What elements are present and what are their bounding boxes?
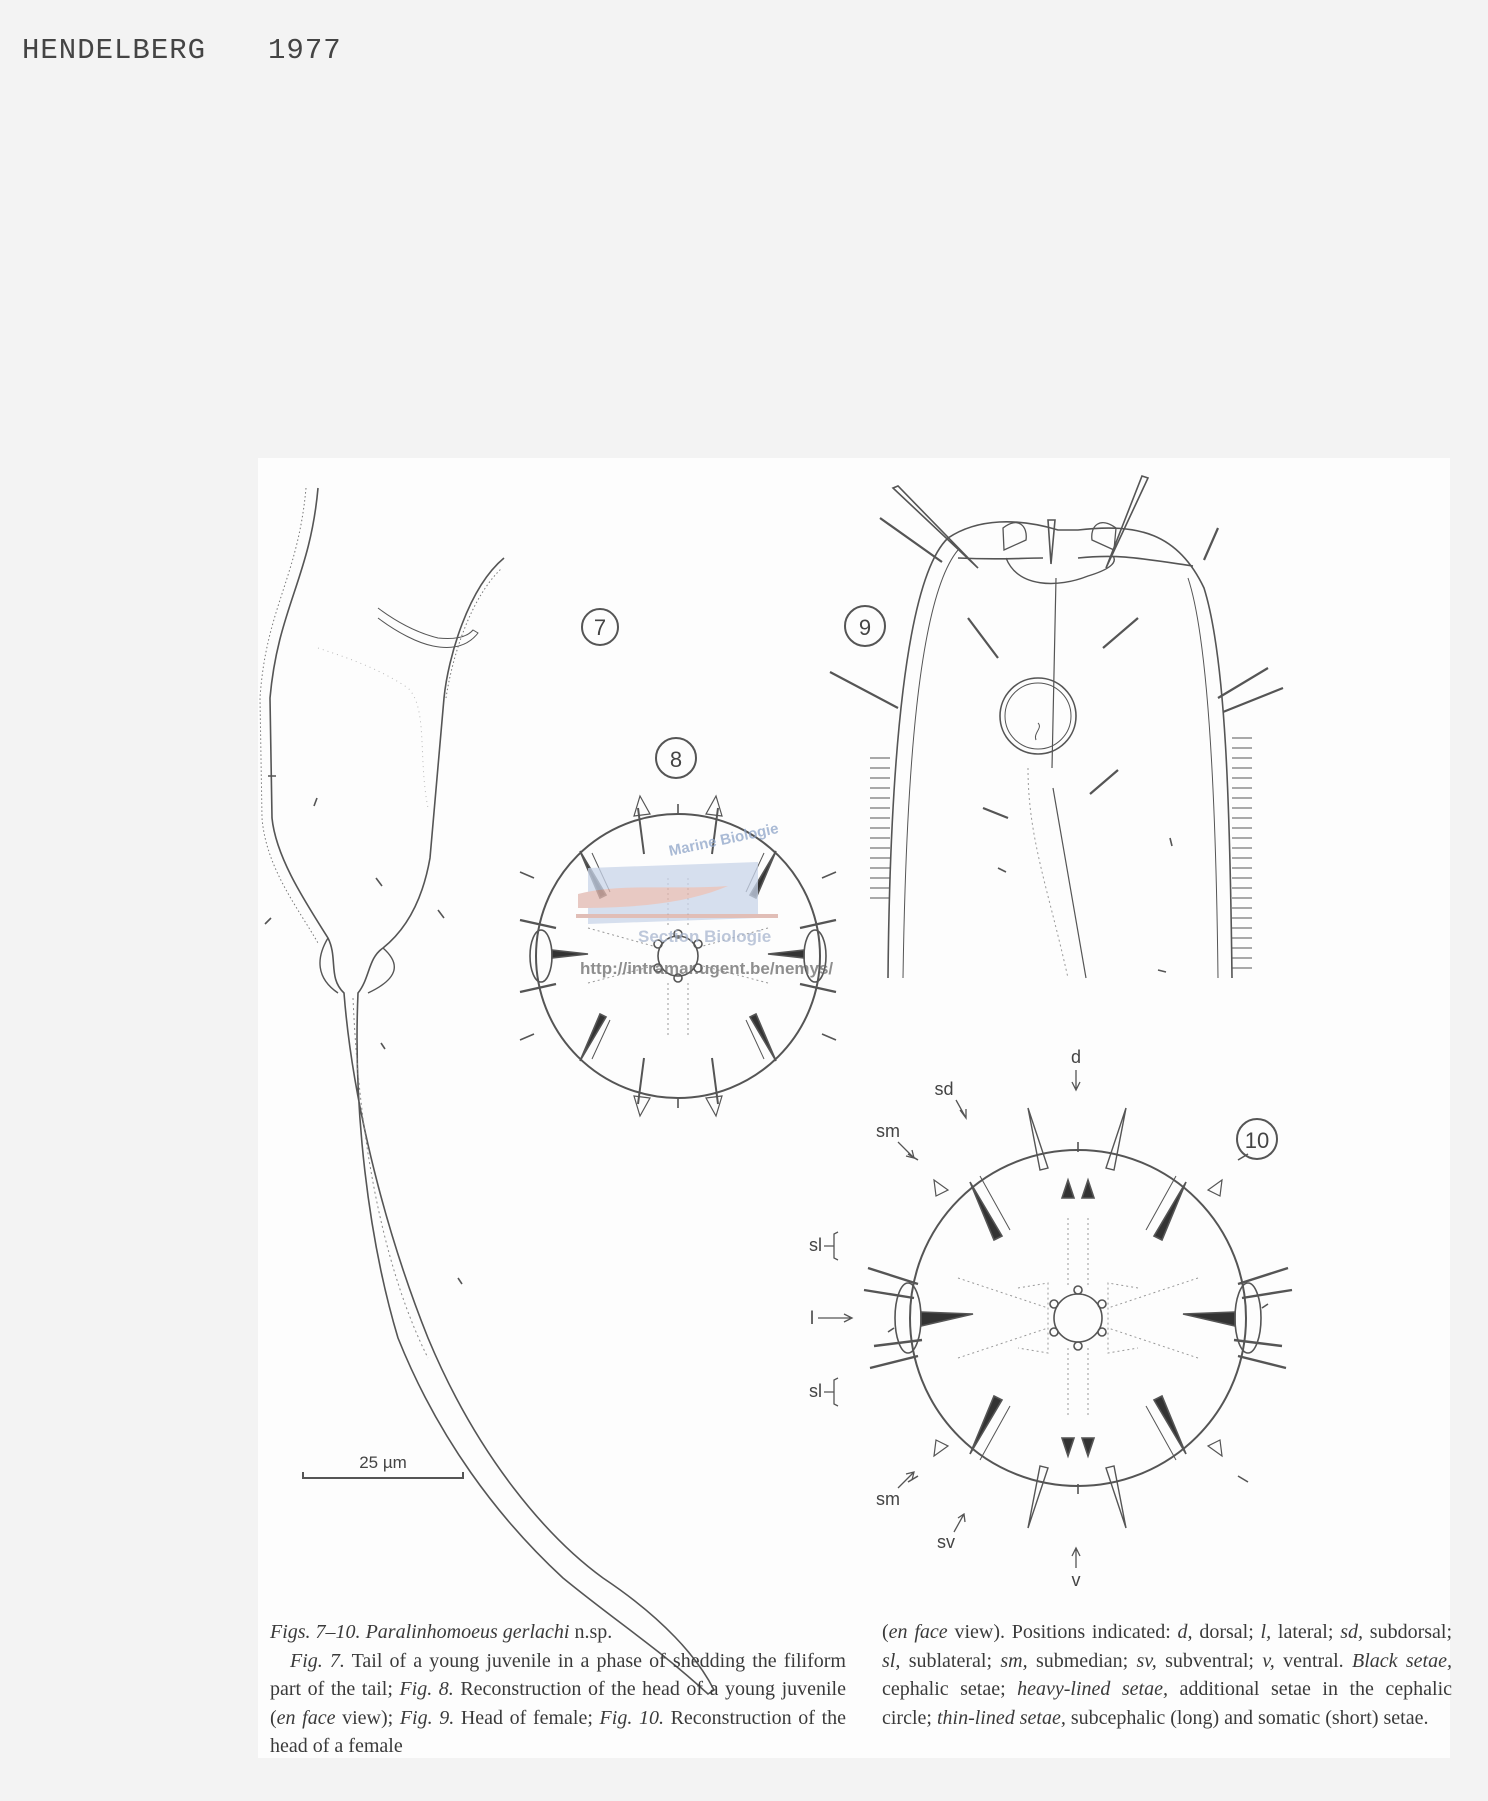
figure-plate	[258, 458, 1453, 1758]
label-d: d	[1070, 1047, 1082, 1067]
svg-text:8: 8	[669, 747, 683, 772]
svg-text:10: 10	[1244, 1128, 1270, 1153]
fig7-tail-drawing	[260, 488, 714, 1694]
fig9-head-drawing	[830, 476, 1283, 978]
caption-right	[882, 1618, 1452, 1732]
label-sd: sd	[934, 1079, 954, 1099]
svg-text:Section Biologie: Section Biologie	[638, 927, 772, 946]
fig10-label	[1237, 1119, 1277, 1159]
label-sl-bottom: sl	[809, 1381, 822, 1401]
label-sm-bottom: sm	[876, 1489, 900, 1509]
svg-text:9: 9	[858, 615, 872, 640]
fig7-label	[582, 609, 618, 645]
svg-text:25 µm: 25 µm	[359, 1453, 407, 1472]
fig8-label	[656, 738, 696, 778]
label-sm-top: sm	[876, 1121, 900, 1141]
label-l: l	[810, 1308, 814, 1328]
page-header	[22, 34, 342, 67]
fig9-label	[845, 606, 885, 646]
scale-bar	[303, 1453, 463, 1478]
label-sl-top: sl	[809, 1235, 822, 1255]
svg-text:Marine Biologie: Marine Biologie	[667, 820, 781, 860]
svg-text:7: 7	[593, 615, 607, 640]
svg-text:http://intramar.ugent.be/nemys: http://intramar.ugent.be/nemys/	[580, 959, 834, 978]
caption-left	[270, 1618, 846, 1761]
caption-body: Fig. 7. Tail of a young juvenile in a phase of shedding the filiform part of the tail; Fig. 8. Reconstruction of the head of a young juvenile (en face view); Fig. 9. Head of female; Fig. 10. Reconstruction of the head of a female	[270, 1649, 846, 1757]
caption-positions: (en face view). Positions indicated: d, dorsal; l, lateral; sd, subdorsal; sl, sublateral; sm, submedian; sv, subventral; v, ventral. Black setae, cephalic setae; heavy-lined setae, additional setae in the cephalic circle; thin-lined setae, subcephalic (long) and somatic (short) setae.	[882, 1621, 1453, 1729]
caption-title: Figs. 7–10. Paralinhomoeus gerlachi n.sp.	[270, 1621, 613, 1643]
header-author: HENDELBERG	[22, 34, 207, 67]
label-v: v	[1071, 1570, 1081, 1590]
header-year: 1977	[268, 34, 342, 67]
label-sv: sv	[937, 1532, 955, 1552]
fig10-head-drawing	[864, 1108, 1292, 1528]
